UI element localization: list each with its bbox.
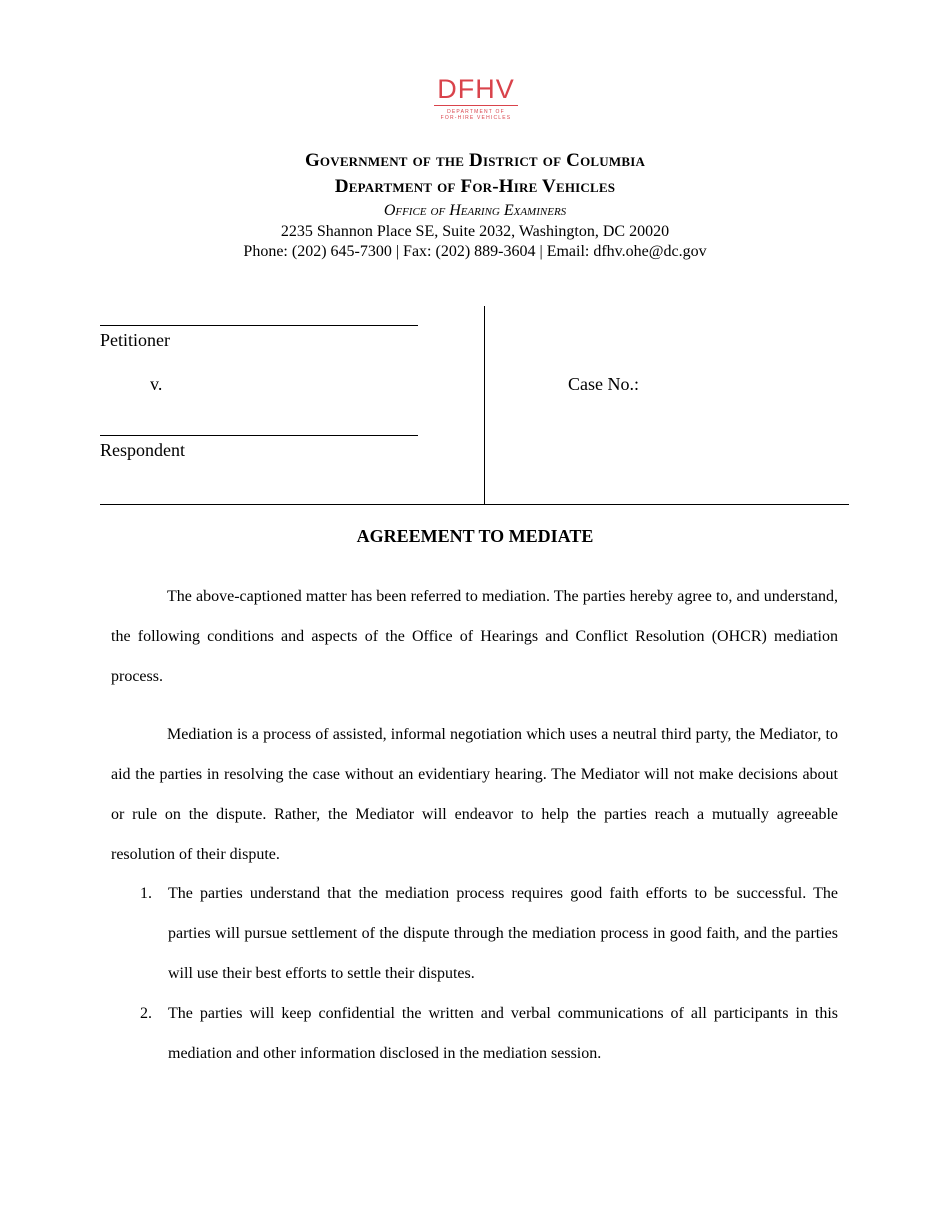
case-number-label: Case No.: bbox=[568, 374, 639, 394]
petitioner-label: Petitioner bbox=[100, 330, 170, 350]
logo-mark: DFHV bbox=[437, 74, 515, 104]
letterhead bbox=[0, 148, 950, 262]
address-line: 2235 Shannon Place SE, Suite 2032, Washington, DC 20020 bbox=[280, 223, 670, 240]
respondent-label: Respondent bbox=[100, 440, 185, 460]
department-heading: Department of For-Hire Vehicles bbox=[334, 176, 616, 197]
intro-paragraph bbox=[111, 577, 838, 697]
government-heading: Government of the District of Columbia bbox=[304, 150, 646, 171]
office-heading: Office of Hearing Examiners bbox=[383, 202, 567, 219]
petitioner-line bbox=[100, 325, 418, 326]
mediation-paragraph bbox=[111, 715, 838, 875]
list-item-text: The parties will keep confidential the written and verbal communications of all participants in this mediation and other information disclosed in the mediation session. bbox=[168, 1005, 838, 1062]
mediation-paragraph-text: Mediation is a process of assisted, informal negotiation which uses a neutral third party, the Mediator, to aid the parties in resolving the case without an evidentiary hearing. The Mediator will not make decisions about or rule on the dispute. Rather, the Mediator will endeavor to help the parties reach a mutually agreeable resolution of their dispute. bbox=[111, 726, 838, 863]
dfhv-logo bbox=[430, 74, 522, 130]
caption-divider bbox=[484, 306, 485, 504]
respondent-line bbox=[100, 435, 418, 436]
list-item-number: 2. bbox=[140, 1005, 152, 1022]
intro-paragraph-text: The above-captioned matter has been referred to mediation. The parties hereby agree to, and understand, the following conditions and aspects of the Office of Hearings and Conflict Resolution (OHCR) mediation process. bbox=[111, 588, 838, 685]
logo-subtitle-2: FOR-HIRE VEHICLES bbox=[440, 115, 512, 121]
list-item bbox=[111, 994, 838, 1074]
contact-line: Phone: (202) 645-7300 | Fax: (202) 889-3604 | Email: dfhv.ohe@dc.gov bbox=[243, 243, 707, 260]
versus-label: v. bbox=[150, 374, 163, 394]
logo-rule bbox=[434, 105, 518, 106]
list-item-number: 1. bbox=[140, 885, 152, 902]
case-caption bbox=[100, 306, 849, 505]
logo-subtitle-1: DEPARTMENT OF bbox=[447, 109, 505, 115]
list-item-text: The parties understand that the mediation process requires good faith efforts to be successful. The parties will pursue settlement of the dispute through the mediation process in good faith, and the parties will use their best efforts to settle their disputes. bbox=[168, 885, 838, 982]
list-item bbox=[111, 874, 838, 994]
document-title: AGREEMENT TO MEDIATE bbox=[356, 526, 594, 546]
